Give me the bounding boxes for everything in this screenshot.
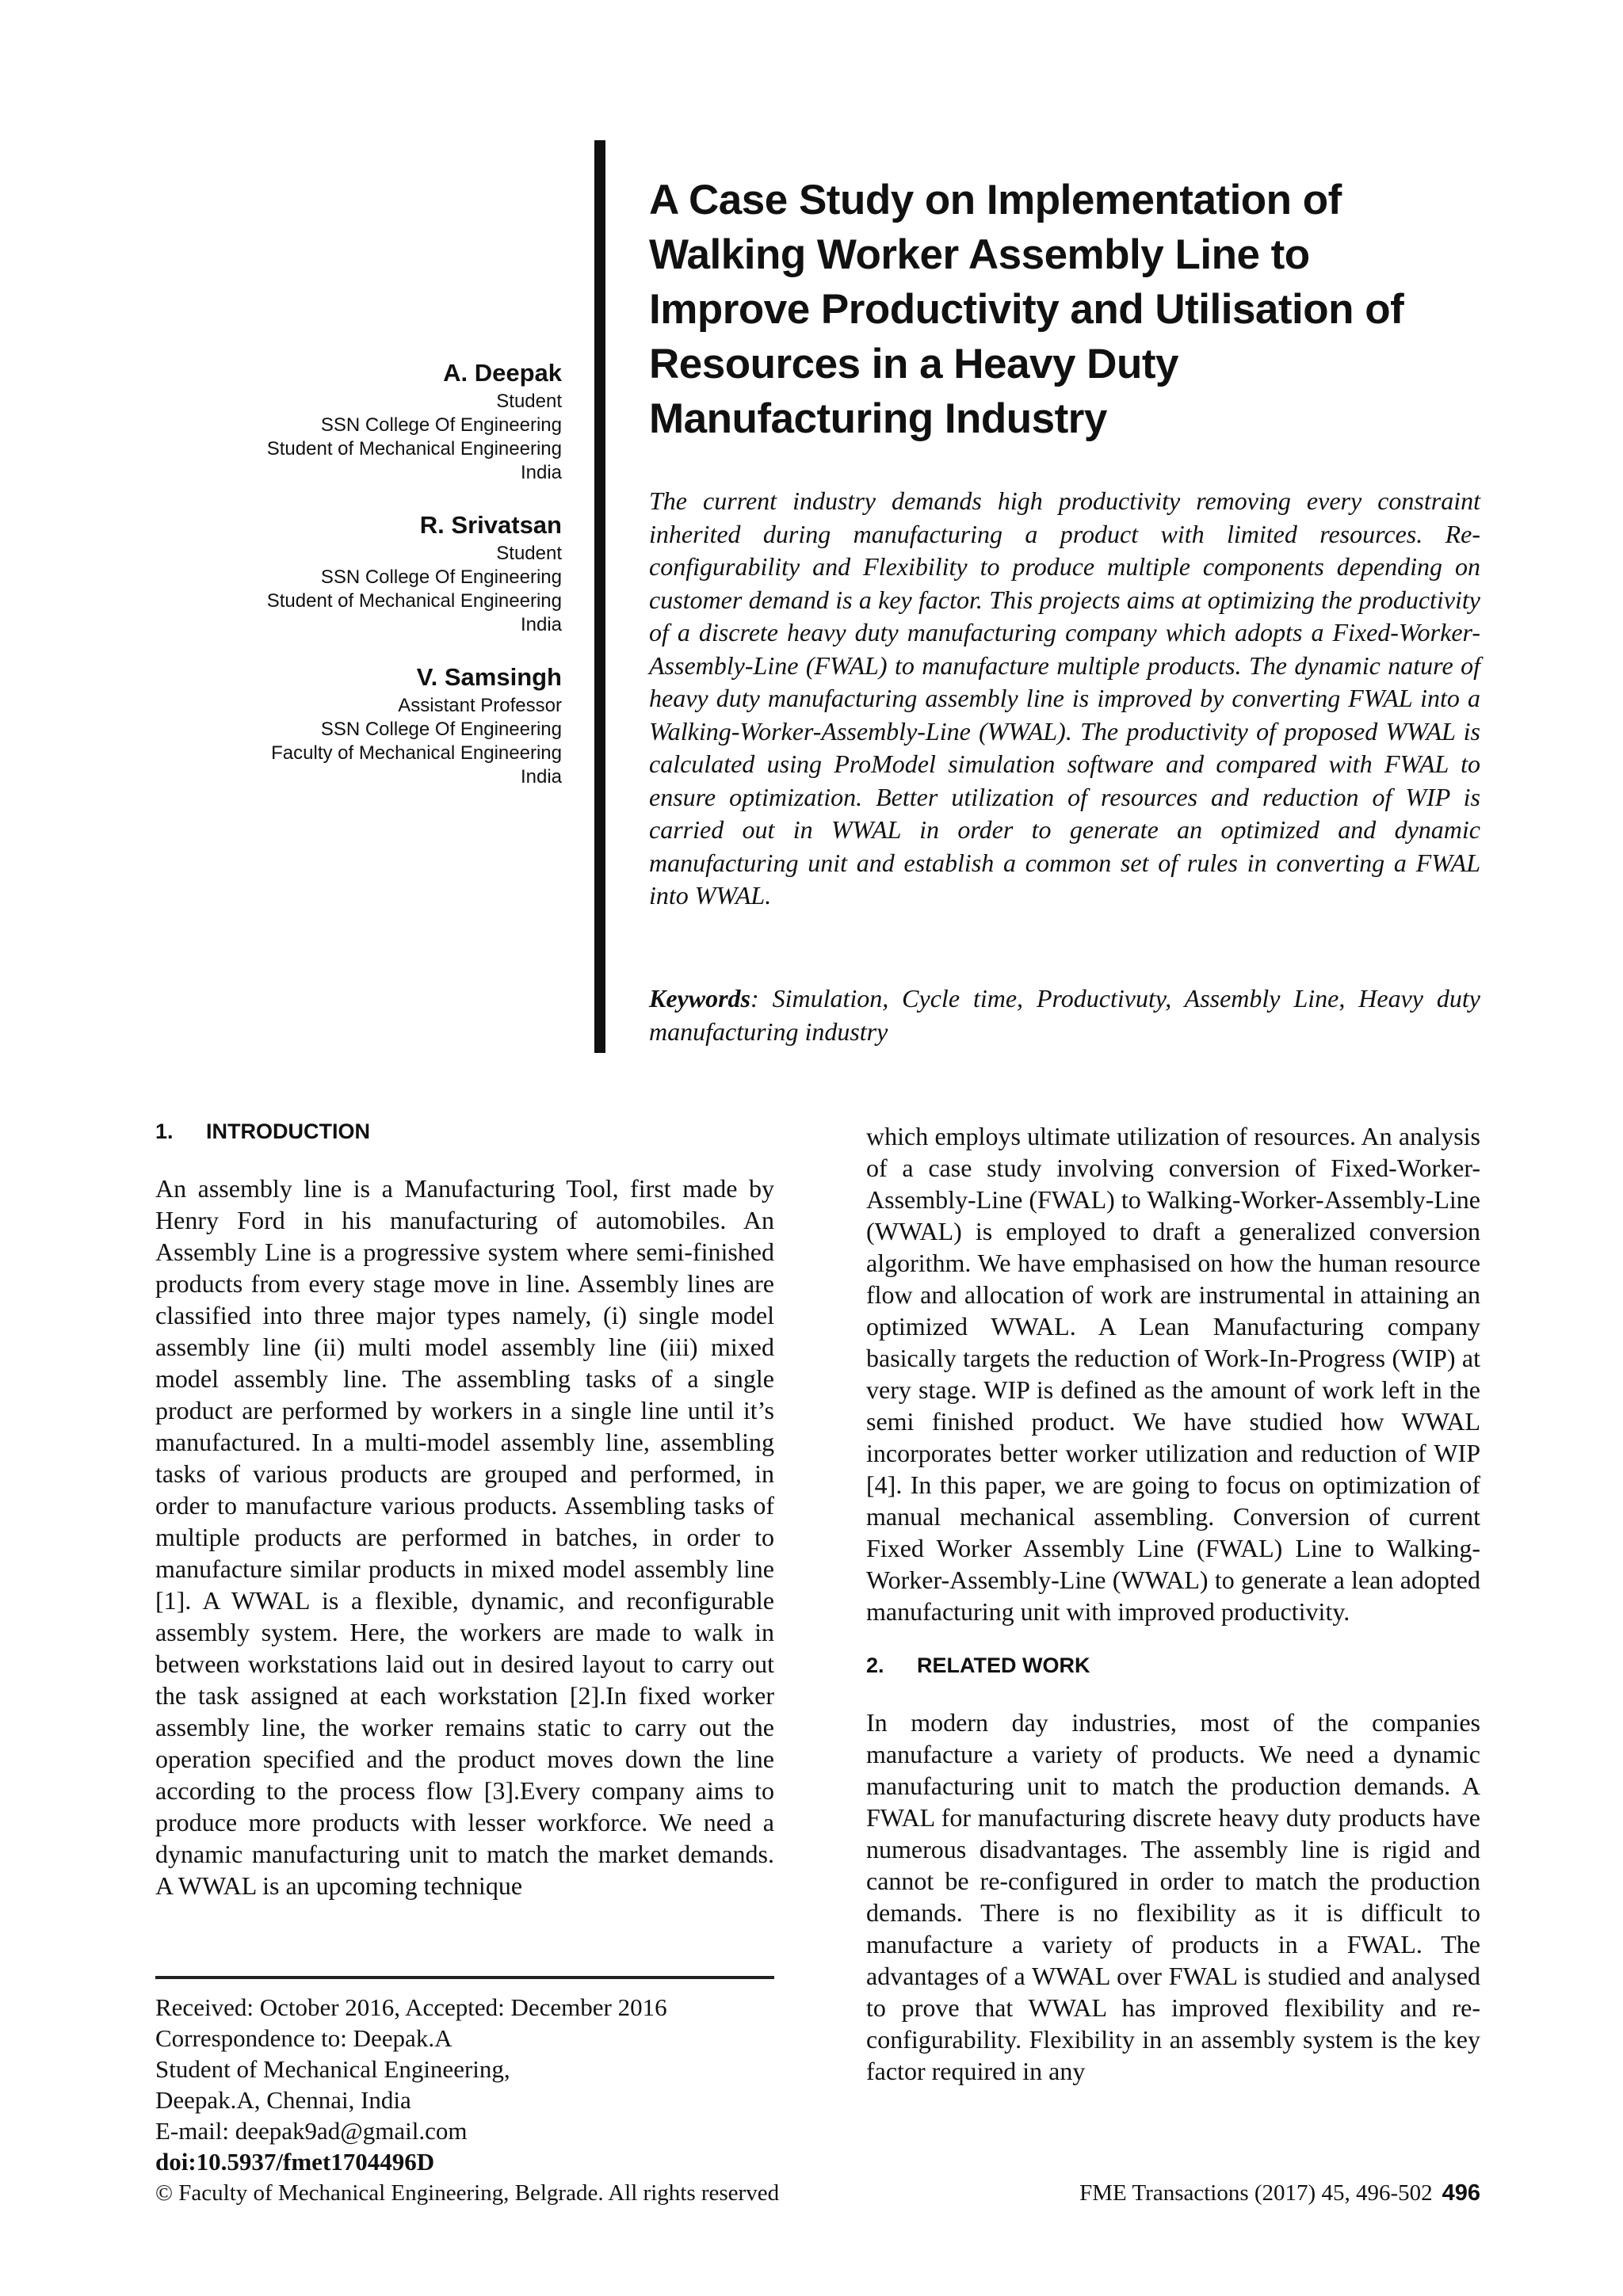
keywords-text: : Simulation, Cycle time, Productivuty, Assembly Line, Heavy duty manufacturing industry [649,984,1480,1046]
paper-title [649,173,1489,446]
section-title: RELATED WORK [917,1653,1090,1677]
left-column [155,1116,774,1924]
correspondence-location: Deepak.A, Chennai, India [155,2086,411,2114]
author-2 [158,509,562,637]
author-institution: SSN College Of Engineering [320,719,562,740]
section-heading-related-work [866,1650,1480,1681]
title-line: A Case Study on Implementation of [649,177,1342,223]
author-1 [158,357,562,485]
footnote-rule [155,1976,774,1979]
title-line: Walking Worker Assembly Line to [649,231,1310,278]
title-line: Manufacturing Industry [649,395,1107,442]
section-number: 2. [866,1653,884,1677]
author-role: Assistant Professor [398,695,562,716]
received-dates: Received: October 2016, Accepted: December 2016 [155,1993,667,2021]
page-number: 496 [1442,2180,1480,2206]
section-number: 1. [155,1119,174,1143]
keywords-label: Keywords [649,984,750,1013]
abstract: The current industry demands high productivity removing every constraint inherited during manufacturing a product with limited resources. Re-configurability and Flexibility to produce multiple components depending on customer demand is a key factor. This projects aims at optimizing the productivity of a discrete heavy duty manufacturing company which adopts a Fixed-Worker-Assembly-Line (FWAL) to manufacture multiple products. The dynamic nature of heavy duty manufacturing assembly line is improved by converting FWAL into a Walking-Worker-Assembly-Line (WWAL). The productivity of proposed WWAL is calculated using ProModel simulation software and compared with FWAL to ensure optimization. Better utilization of resources and reduction of WIP is carried out in WWAL in order to generate an optimized and dynamic manufacturing unit and establish a common set of rules in converting a FWAL into WWAL. [649,486,1480,910]
author-role: Student [496,543,562,564]
journal-citation: FME Transactions (2017) 45, 496-502 [1079,2180,1433,2206]
author-list [158,357,562,813]
paragraph: which employs ultimate utilization of resources. An analysis of a case study involving conversion of Fixed-Worker- Assembly-Line (FWAL) to Walking-Worker-Assembly-Line (WWAL) is employed to draft a generalized conversion algorithm. We have emphasised on how the human resource flow and allocation of work are instrumental in attaining an optimized WWAL. A Lean Manufacturing company basically targets the reduction of Work-In-Progress (WIP) at very stage. WIP is defined as the amount of work left in the semi finished product. We have studied how WWAL incorporates better worker utilization and reduction of WIP [4]. In this paper, we are going to focus on optimization of manual mechanical assembling. Conversion of current Fixed Worker Assembly Line (FWAL) Line to Walking-Worker-Assembly-Line (WWAL) to generate a lean adopted manufacturing unit with improved productivity. [866,1122,1480,1626]
paragraph: An assembly line is a Manufacturing Tool, first made by Henry Ford in his manufacturing of automobiles. An Assembly Line is a progressive system where semi-finished products from every stage move in line. Assembly lines are classified into three major types namely, (i) single model assembly line (ii) multi model assembly line (iii) mixed model assembly line. The assembling tasks of a single product are performed by workers in a single line until it’s manufactured. In a multi-model assembly line, assembling tasks of various products are grouped and performed, in order to manufacture various products. Assembling tasks of multiple products are performed in batches, in order to manufacture similar products in mixed model assembly line [1]. A WWAL is a flexible, dynamic, and reconfigurable assembly system. Here, the workers are made to walk in between workstations laid out in desired layout to carry out the task assigned at each workstation [2].In fixed worker assembly line, the worker remains static to carry out the operation specified and the product moves down the line according to the process flow [3].Every company aims to produce more products with lesser workforce. We need a dynamic manufacturing unit to match the market demands. A WWAL is an upcoming technique [155,1174,774,1900]
title-line: Resources in a Heavy Duty [649,341,1178,387]
section-title: INTRODUCTION [206,1119,370,1143]
journal-info [1079,2180,1480,2206]
author-institution: SSN College Of Engineering [320,566,562,588]
author-name: R. Srivatsan [419,511,562,539]
author-department: Faculty of Mechanical Engineering [271,742,562,764]
right-column [866,1120,1480,2109]
keywords [649,982,1480,1048]
author-name: V. Samsingh [416,663,562,691]
doi-link[interactable]: doi:10.5937/fmet1704496D [155,2148,435,2176]
vertical-divider [594,140,605,1053]
correspondence-dept: Student of Mechanical Engineering, [155,2055,510,2083]
footnote [155,1992,667,2177]
title-line: Improve Productivity and Utilisation of [649,286,1404,333]
author-country: India [520,462,562,483]
email[interactable]: E-mail: deepak9ad@gmail.com [155,2117,468,2145]
author-department: Student of Mechanical Engineering [266,438,562,460]
author-3 [158,661,562,789]
section-heading-introduction [155,1116,774,1147]
correspondence: Correspondence to: Deepak.A [155,2024,453,2052]
author-department: Student of Mechanical Engineering [266,590,562,612]
author-name: A. Deepak [443,359,562,387]
author-institution: SSN College Of Engineering [320,414,562,436]
paragraph: In modern day industries, most of the companies manufacture a variety of products. We need a dynamic manufacturing unit to match the production demands. A FWAL for manufacturing discrete heavy duty products have numerous disadvantages. The assembly line is rigid and cannot be re-configured in order to match the production demands. There is no flexibility as it is difficult to manufacture a variety of products in a FWAL. The advantages of a WWAL over FWAL is studied and analysed to prove that WWAL has improved flexibility and re-configurability. Flexibility in an assembly system is the key factor required in any [866,1708,1480,2085]
copyright: © Faculty of Mechanical Engineering, Belgrade. All rights reserved [155,2180,780,2206]
author-role: Student [496,391,562,412]
author-country: India [520,614,562,635]
author-country: India [520,766,562,788]
